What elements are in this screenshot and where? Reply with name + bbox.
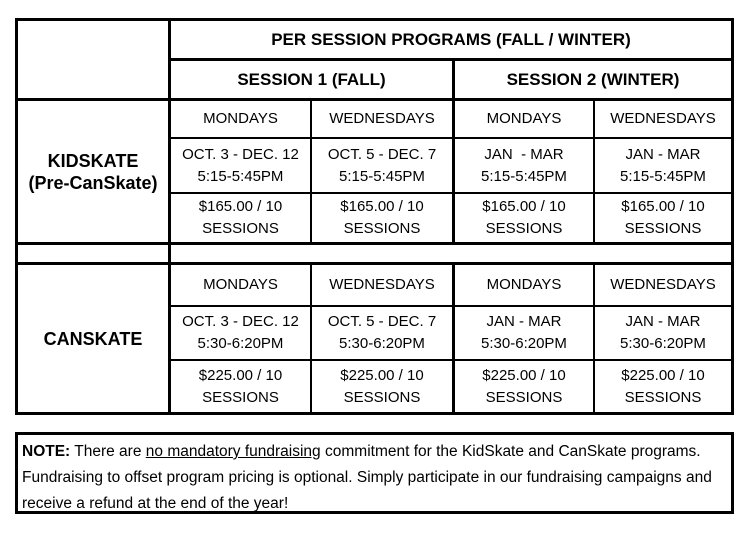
kidskate-day: WEDNESDAYS xyxy=(329,110,435,127)
kidskate-price-sessions: SESSIONS xyxy=(202,220,279,237)
canskate-price xyxy=(455,361,593,412)
canskate-price-sessions: SESSIONS xyxy=(485,388,563,406)
kidskate-price xyxy=(171,194,310,242)
note-text-before: There are xyxy=(70,443,146,460)
table-title: PER SESSION PROGRAMS (FALL / WINTER) xyxy=(271,29,631,49)
kidskate-price xyxy=(455,194,593,242)
canskate-date: OCT. 3 - DEC. 12 xyxy=(182,313,299,330)
canskate-time: 5:30-6:20PM xyxy=(620,335,706,352)
canskate-price xyxy=(312,361,452,412)
note-text-after: commitment for the KidSkate and CanSkate programs. Fundraising to offset program pricing is optional. Simply participate in our fundraising campaigns and receive a refund at the end of the year! xyxy=(22,443,712,512)
canskate-time: 5:30-6:20PM xyxy=(197,335,284,352)
kidskate-date: OCT. 3 - DEC. 12 xyxy=(182,145,299,163)
table-border-bottom xyxy=(15,412,734,415)
kidskate-day: MONDAYS xyxy=(486,110,562,127)
canskate-price-amount: $225.00 / 10 xyxy=(621,366,705,384)
canskate-time: 5:30-6:20PM xyxy=(481,335,567,352)
kidskate-price-amount: $165.00 / 10 xyxy=(198,198,283,215)
kidskate-time: 5:15-5:45PM xyxy=(620,167,706,185)
kidskate-label xyxy=(18,101,168,242)
canskate-day: WEDNESDAYS xyxy=(610,276,716,293)
kidskate-schedule xyxy=(595,139,731,192)
canskate-price-sessions: SESSIONS xyxy=(202,388,279,406)
canskate-day: MONDAYS xyxy=(486,276,562,293)
kidskate-price-sessions: SESSIONS xyxy=(343,220,421,237)
kidskate-time: 5:15-5:45PM xyxy=(339,167,425,185)
kidskate-time: 5:15-5:45PM xyxy=(197,167,284,185)
kidskate-schedule xyxy=(455,139,593,192)
canskate-schedule xyxy=(312,307,452,359)
kidskate-date: OCT. 5 - DEC. 7 xyxy=(327,145,437,163)
canskate-price-amount: $225.00 / 10 xyxy=(482,366,566,384)
canskate-price xyxy=(595,361,731,412)
canskate-schedule xyxy=(455,307,593,359)
kidskate-time: 5:15-5:45PM xyxy=(481,167,567,185)
kidskate-date: JAN - MAR xyxy=(625,145,701,163)
note-underlined: no mandatory fundraising xyxy=(145,443,321,460)
kidskate-name: KIDSKATE xyxy=(47,150,139,171)
canskate-date: JAN - MAR xyxy=(486,313,562,330)
session-1-header: SESSION 1 (FALL) xyxy=(237,69,386,89)
canskate-schedule xyxy=(171,307,310,359)
canskate-schedule xyxy=(595,307,731,359)
kidskate-schedule xyxy=(312,139,452,192)
kidskate-price-amount: $165.00 / 10 xyxy=(621,198,705,215)
kidskate-price xyxy=(595,194,731,242)
canskate-price-sessions: SESSIONS xyxy=(624,388,702,406)
canskate-price-amount: $225.00 / 10 xyxy=(198,366,283,384)
table-border-right xyxy=(731,18,734,415)
kidskate-subname: (Pre-CanSkate) xyxy=(28,172,158,193)
kidskate-price xyxy=(312,194,452,242)
divider-kidskate-bottom xyxy=(15,242,734,245)
canskate-price xyxy=(171,361,310,412)
canskate-date: OCT. 5 - DEC. 7 xyxy=(327,313,437,330)
fundraising-note xyxy=(15,432,734,514)
canskate-time: 5:30-6:20PM xyxy=(339,335,425,352)
canskate-price-sessions: SESSIONS xyxy=(343,388,421,406)
canskate-price-amount: $225.00 / 10 xyxy=(340,366,424,384)
canskate-label: CANSKATE xyxy=(43,328,143,349)
kidskate-day: WEDNESDAYS xyxy=(610,110,716,127)
canskate-date: JAN - MAR xyxy=(625,313,701,330)
kidskate-price-amount: $165.00 / 10 xyxy=(482,198,566,215)
kidskate-price-sessions: SESSIONS xyxy=(624,220,702,237)
kidskate-price-amount: $165.00 / 10 xyxy=(340,198,424,215)
kidskate-schedule xyxy=(171,139,310,192)
kidskate-day: MONDAYS xyxy=(203,110,278,127)
kidskate-price-sessions: SESSIONS xyxy=(485,220,563,237)
canskate-day: WEDNESDAYS xyxy=(329,276,435,293)
session-2-header: SESSION 2 (WINTER) xyxy=(506,69,680,89)
note-label: NOTE: xyxy=(22,443,71,460)
canskate-day: MONDAYS xyxy=(203,276,278,293)
kidskate-date: JAN - MAR xyxy=(484,145,564,163)
